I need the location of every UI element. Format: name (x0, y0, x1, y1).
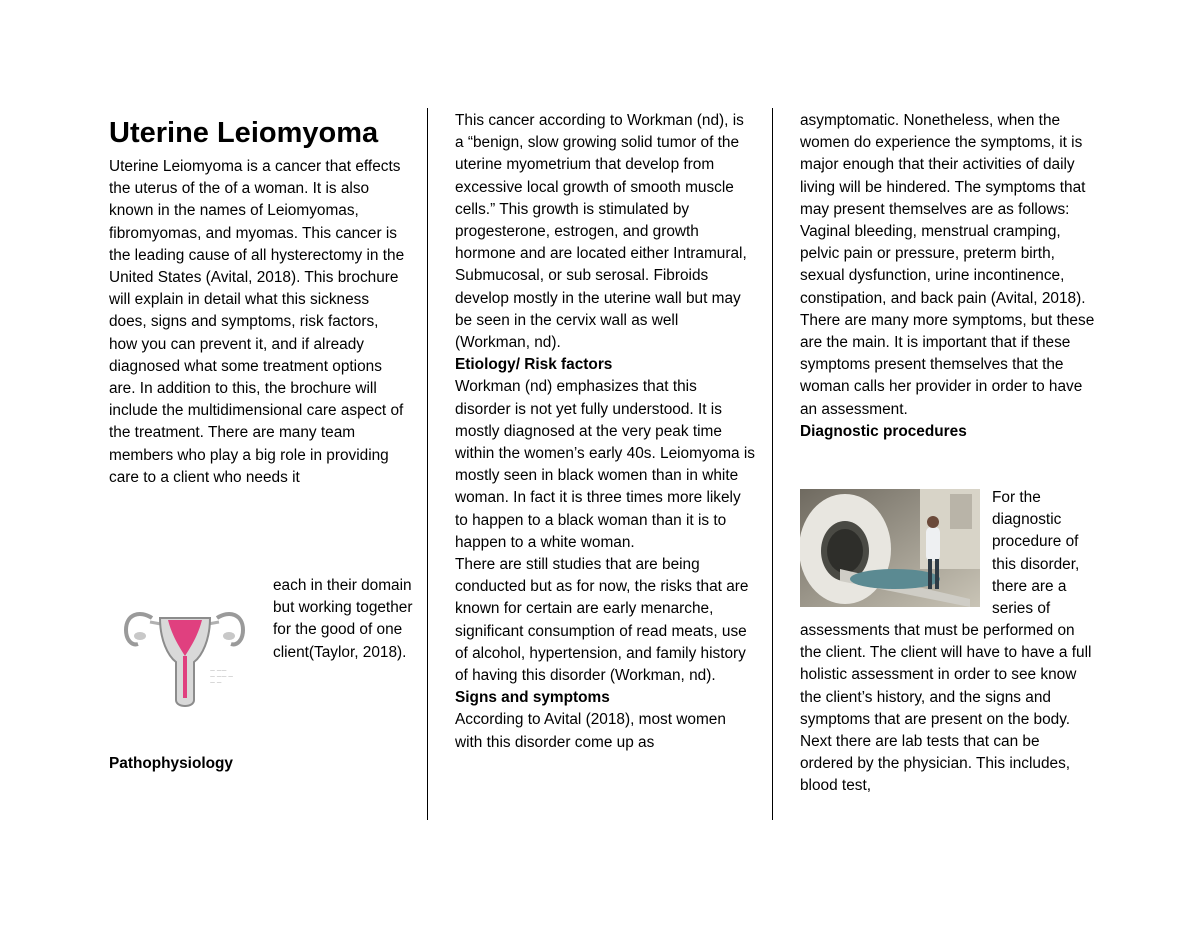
etiology-paragraph-1: Workman (nd) emphasizes that this disorder is not yet fully understood. It is mostly diagnosed at the very peak time within the women’s early 40s. Leiomyoma is mostly seen in black women than in white woman. In fact it is three times more likely to happen to a black woman than it is to happen to a white woman. (455, 378, 755, 551)
svg-text:— ——: — —— (210, 668, 227, 674)
definition-paragraph: This cancer according to Workman (nd), is a “benign, slow growing solid tumor of the uterine myometrium that develop from excessive local growth of smooth muscle cells.” This growth is stimulated by progesterone, estrogen, and growth hormone and are located either Intramural, Submucosal, or sub serosal. Fibroids develop mostly in the uterine wall but may be seen in the cervix wall as well (Workman, nd). (455, 112, 747, 352)
svg-text:— —— —: — —— — (210, 674, 234, 680)
column-2 (455, 110, 755, 754)
symptoms-paragraph: asymptomatic. Nonetheless, when the women do experience the symptoms, it is major enough that their activities of daily living will be hindered. The symptoms that may present themselves are as follows: Vaginal bleeding, menstrual cramping, pelvic pain or pressure, preterm birth, sexual dysfunction, urine incontinence, constipation, and back pain (Avital, 2018). There are many more symptoms, but these are the main. It is important that if these symptoms present themselves that the woman calls her provider in order to have an assessment. (800, 112, 1095, 418)
column-3 (800, 110, 1095, 443)
intro-wrap-text: each in their domain but working together for the good of one client(Taylor, 2018). (273, 577, 413, 661)
svg-text:— —: — — (210, 680, 222, 686)
intro-paragraph: Uterine Leiomyoma is a cancer that effects the uterus of the of a woman. It is also known in the names of Leiomyomas, fibromyomas, and myomas. This cancer is the leading cause of all hysterectomy in the United States (Avital, 2018). This brochure will explain in detail what this sickness does, signs and symptoms, risk factors, how you can prevent it, and if already diagnosed what some treatment options are. In addition to this, the brochure will include the multidimensional care aspect of the treatment. There are many team members who play a big role in providing care to a client who needs it (109, 158, 405, 486)
page-title: Uterine Leiomyoma (109, 117, 379, 149)
uterus-diagram-image (122, 600, 247, 712)
diagnostic-paragraph: assessments that must be performed on the client. The client will have to have a full holistic assessment in order to see know the client’s history, and the signs and symptoms that are present on the body. Next there are lab tests that can be ordered by the physician. This includes, blood test, (800, 622, 1092, 795)
column-divider-1 (427, 108, 428, 820)
signs-paragraph: According to Avital (2018), most women with this disorder come up as (455, 711, 726, 751)
etiology-paragraph-2: There are still studies that are being conducted but as for now, the risks that are known for certain are early menarche, significant consumption of read meats, use of alcohol, hypertension, and family history of having this disorder (Workman, nd). (455, 556, 749, 685)
column-divider-2 (772, 108, 773, 820)
diagnostic-wrap-text: For the diagnostic procedure of this disorder, there are a series of (992, 489, 1080, 618)
signs-heading: Signs and symptoms (455, 689, 610, 707)
etiology-heading: Etiology/ Risk factors (455, 356, 613, 374)
pathophysiology-heading: Pathophysiology (109, 755, 233, 772)
diagnostic-heading: Diagnostic procedures (800, 422, 967, 440)
mri-scanner-photo (800, 489, 980, 607)
column-1 (109, 110, 409, 489)
